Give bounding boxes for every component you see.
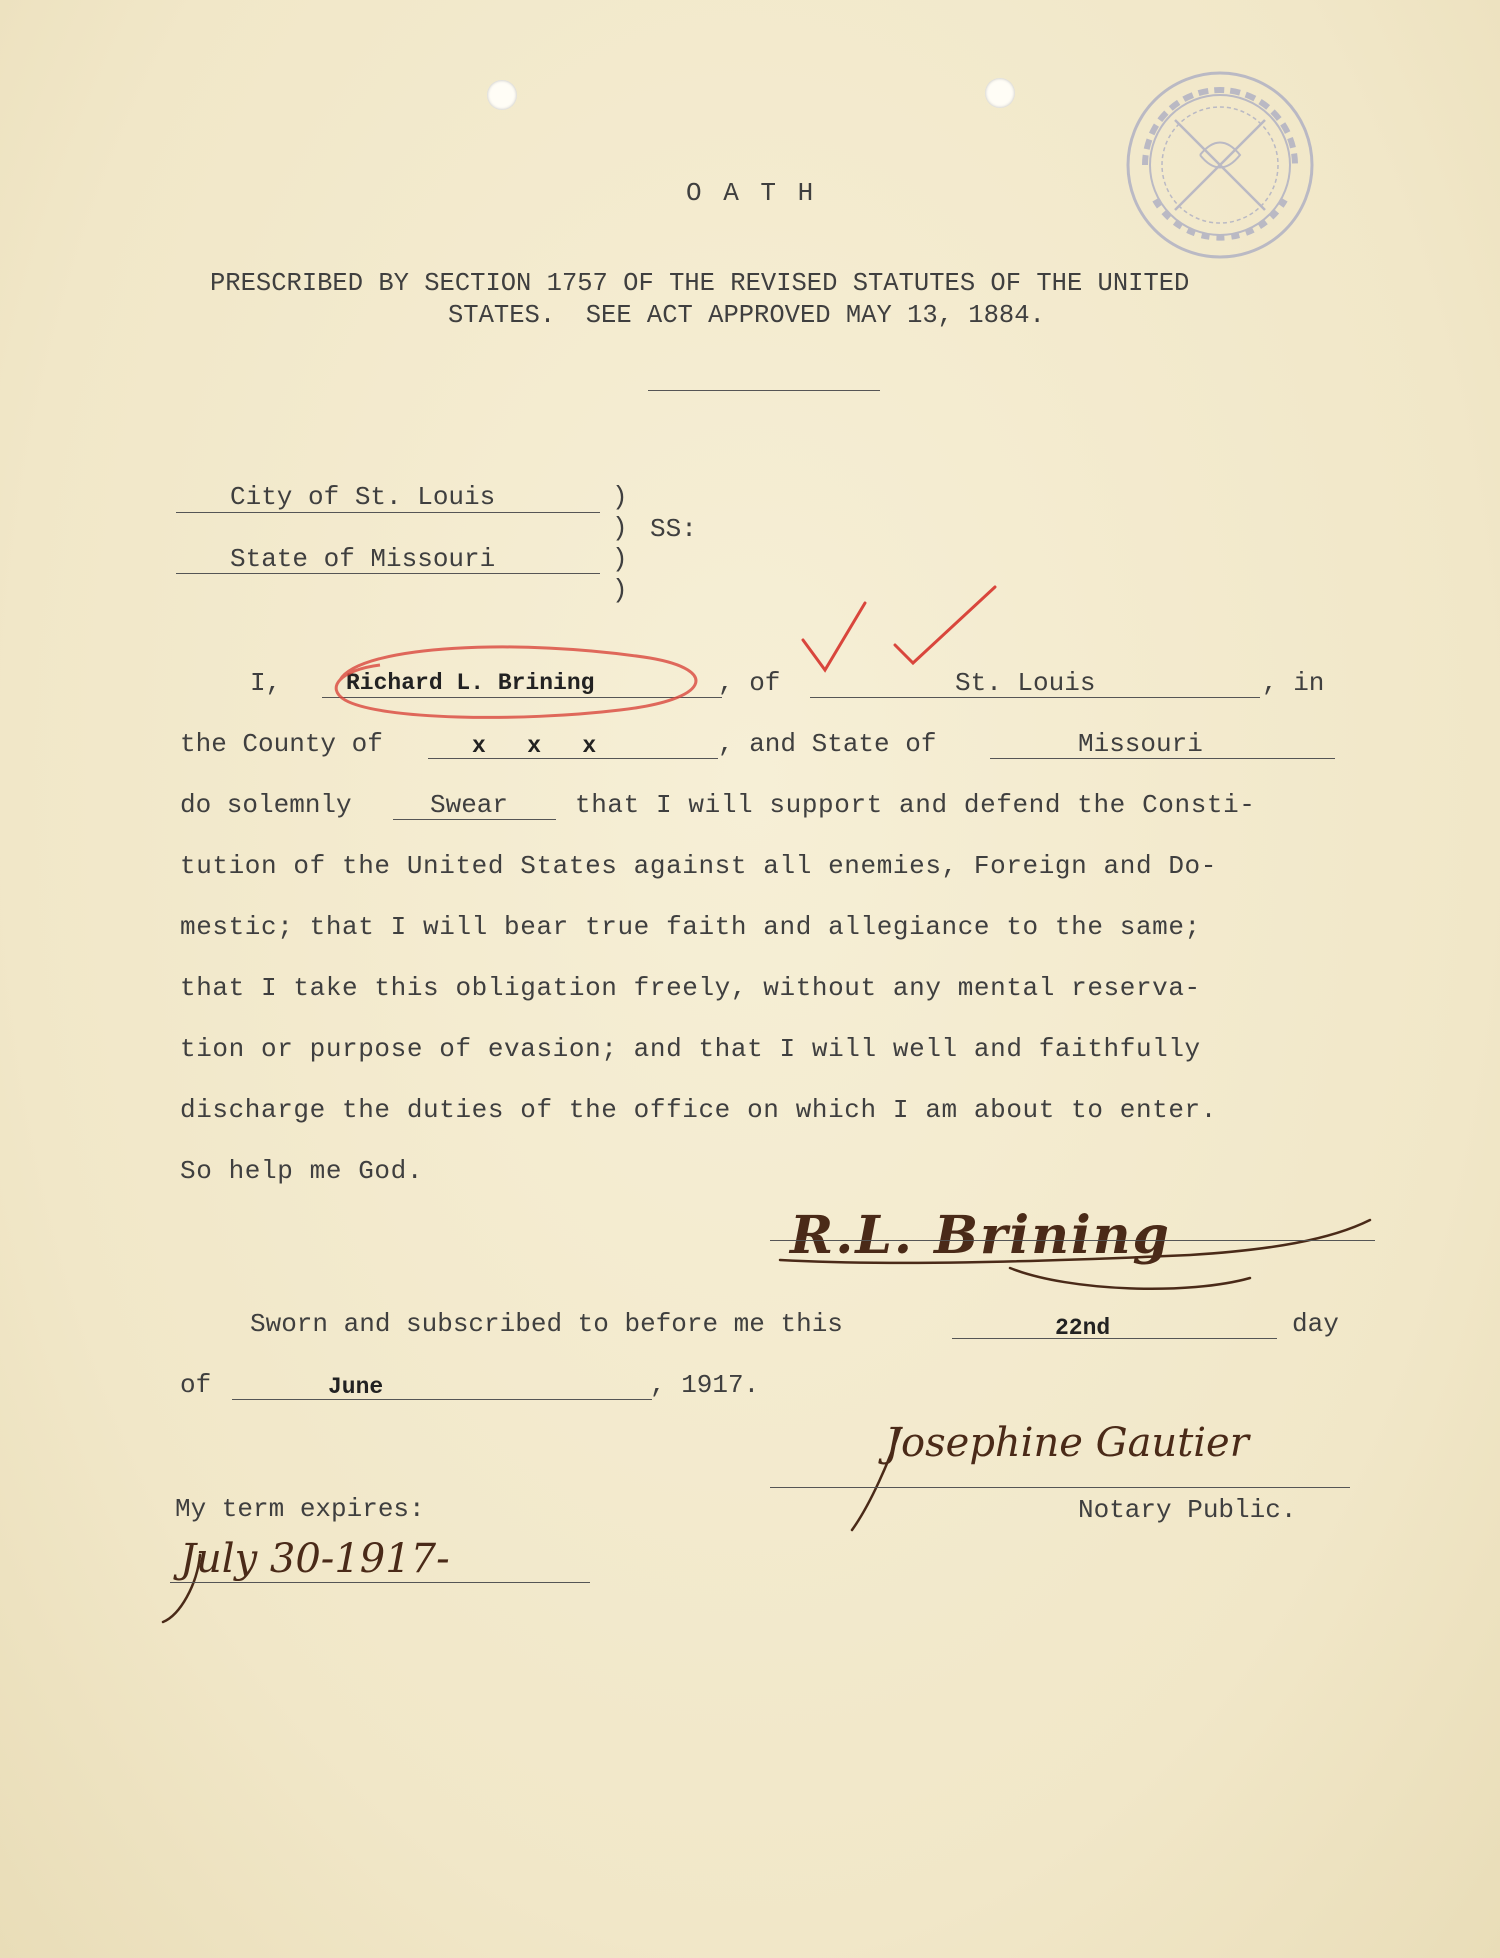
county-label: the County of — [180, 729, 383, 759]
affiant-in-label: , in — [1262, 668, 1325, 698]
jurat-of-label: of — [180, 1370, 212, 1400]
oath-line-4: tion or purpose of evasion; and that I will well and faithfully — [180, 1034, 1201, 1064]
title-divider — [648, 390, 880, 391]
notary-title: Notary Public. — [1078, 1495, 1297, 1525]
jurat-day-underline — [952, 1338, 1277, 1339]
punch-hole-right — [985, 78, 1015, 108]
oath-line-2: mestic; that I will bear true faith and allegiance to the same; — [180, 912, 1201, 942]
notary-seal-stamp — [1115, 60, 1325, 270]
swear-underline — [393, 819, 556, 820]
swear-value: Swear — [430, 790, 509, 820]
notary-signature-text: Josephine Gautier — [885, 1420, 1249, 1466]
affiant-signature-line — [770, 1240, 1375, 1241]
county-value: x x x — [472, 733, 597, 759]
oath-line-1: tution of the United States against all enemies, Foreign and Do- — [180, 851, 1217, 881]
oath-line-0: that I will support and defend the Consti- — [575, 790, 1256, 820]
term-expires-label: My term expires: — [175, 1494, 425, 1524]
oath-line-3: that I take this obligation freely, without any mental reserva- — [180, 973, 1201, 1003]
affiant-signature-text: R.L. Brining — [790, 1205, 1171, 1266]
affiant-city: St. Louis — [955, 668, 1096, 698]
solemnly-label: do solemnly — [180, 790, 352, 820]
term-expires-underline — [170, 1582, 590, 1583]
state-label: , and State of — [718, 729, 937, 759]
venue-bracket: ) ) ) ) — [612, 482, 628, 605]
jurat-month-value: June — [328, 1374, 384, 1400]
venue-state-underline — [176, 573, 600, 574]
jurat-day-label: day — [1292, 1309, 1339, 1339]
red-check-marks — [795, 575, 1005, 685]
affiant-city-underline — [810, 697, 1260, 698]
page-title: O A T H — [686, 178, 817, 208]
subtitle-line-1: PRESCRIBED BY SECTION 1757 OF THE REVISED STATUTES OF THE UNITED — [210, 269, 1190, 298]
jurat-month-underline — [232, 1399, 652, 1400]
red-pencil-circle — [320, 630, 720, 730]
venue-ss-label: SS: — [650, 514, 697, 544]
subtitle-line-2: STATES. SEE ACT APPROVED MAY 13, 1884. — [448, 301, 1045, 330]
county-underline — [428, 758, 718, 759]
term-flourish — [155, 1540, 225, 1630]
affiant-name: Richard L. Brining — [346, 670, 595, 696]
venue-city-underline — [176, 512, 600, 513]
venue-city: City of St. Louis — [230, 482, 496, 512]
affiant-of-label: , of — [718, 668, 781, 698]
jurat-sworn-label: Sworn and subscribed to before me this — [250, 1309, 843, 1339]
affiant-signature-flourish — [770, 1200, 1390, 1300]
punch-hole-left — [487, 80, 517, 110]
term-expires-value: July 30-1917- — [180, 1536, 450, 1582]
affiant-prefix: I, — [250, 668, 282, 698]
jurat-day-value: 22nd — [1055, 1315, 1111, 1341]
oath-line-6: So help me God. — [180, 1156, 424, 1186]
state-value: Missouri — [1078, 729, 1203, 759]
jurat-year-label: , 1917. — [650, 1370, 760, 1400]
state-underline — [990, 758, 1335, 759]
venue-state: State of Missouri — [230, 544, 496, 574]
notary-signature-line — [770, 1487, 1350, 1488]
notary-signature-flourish — [830, 1420, 950, 1540]
oath-line-5: discharge the duties of the office on which I am about to enter. — [180, 1095, 1217, 1125]
